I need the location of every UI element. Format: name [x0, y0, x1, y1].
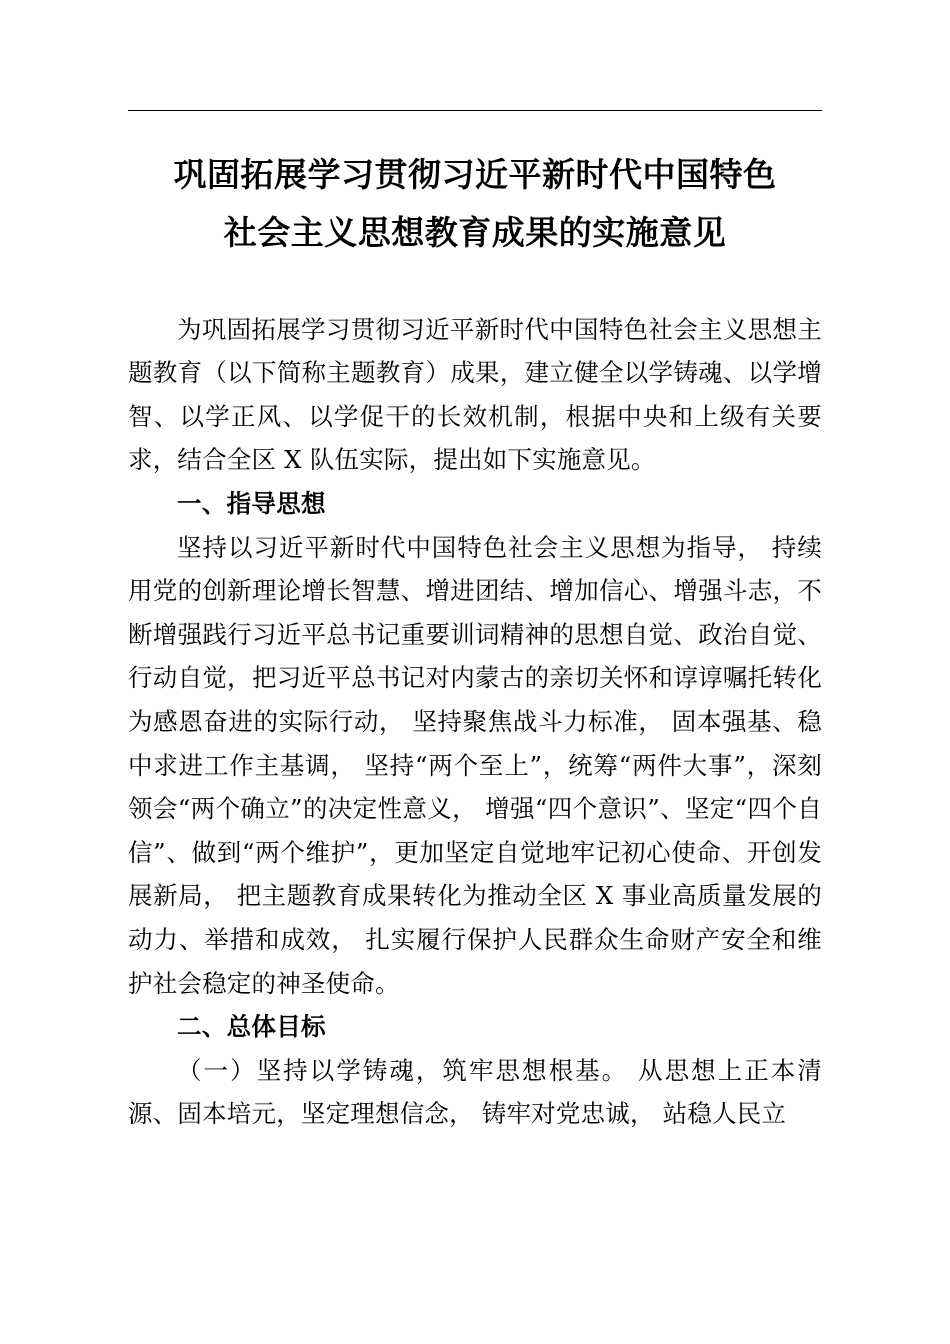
paragraph-intro: 为巩固拓展学习贯彻习近平新时代中国特色社会主义思想主题教育（以下简称主题教育）成果，建立健全以学铸魂、以学增智、以学正风、以学促干的长效机制，根据中央和上级有关要求，结合全区 X 队伍实际，提出如下实施意见。 — [128, 314, 822, 475]
paragraph-section-2: （一）坚持以学铸魂，筑牢思想根基。 从思想上正本清源、固本培元，坚定理想信念， 铸牢对党忠诚， 站稳人民立 — [128, 1055, 822, 1129]
page-title-line-2: 社会主义思想教育成果的实施意见 — [223, 212, 727, 252]
page-title — [128, 140, 822, 262]
page-title-line-1: 巩固拓展学习贯彻习近平新时代中国特色 — [173, 155, 777, 194]
heading-section-1: 一、指导思想 — [177, 488, 326, 518]
header-divider — [128, 110, 822, 111]
title-spacer — [128, 262, 822, 308]
document-content — [128, 140, 822, 1136]
heading-section-2: 二、总体目标 — [177, 1012, 326, 1042]
paragraph-section-1: 坚持以习近平新时代中国特色社会主义思想为指导， 持续用党的创新理论增长智慧、增进团结、增加信心、增强斗志，不断增强践行习近平总书记重要训词精神的思想自觉、政治自觉、行动自觉，把习近平总书记对内蒙古的亲切关怀和谆谆嘱托转化为感恩奋进的实际行动， 坚持聚焦战斗力标准， 固本强基、稳中求进工作主基调， 坚持“两个至上”，统筹“两件大事”，深刻领会“两个确立”的决定性意义， 增强“四个意识”、坚定“四个自信”、做到“两个维护”，更加坚定自觉地牢记初心使命、开创发展新局， 把主题教育成果转化为推动全区 X 事业高质量发展的动力、举措和成效， 扎实履行保护人民群众生命财产安全和维护社会稳定的神圣使命。 — [128, 532, 822, 998]
